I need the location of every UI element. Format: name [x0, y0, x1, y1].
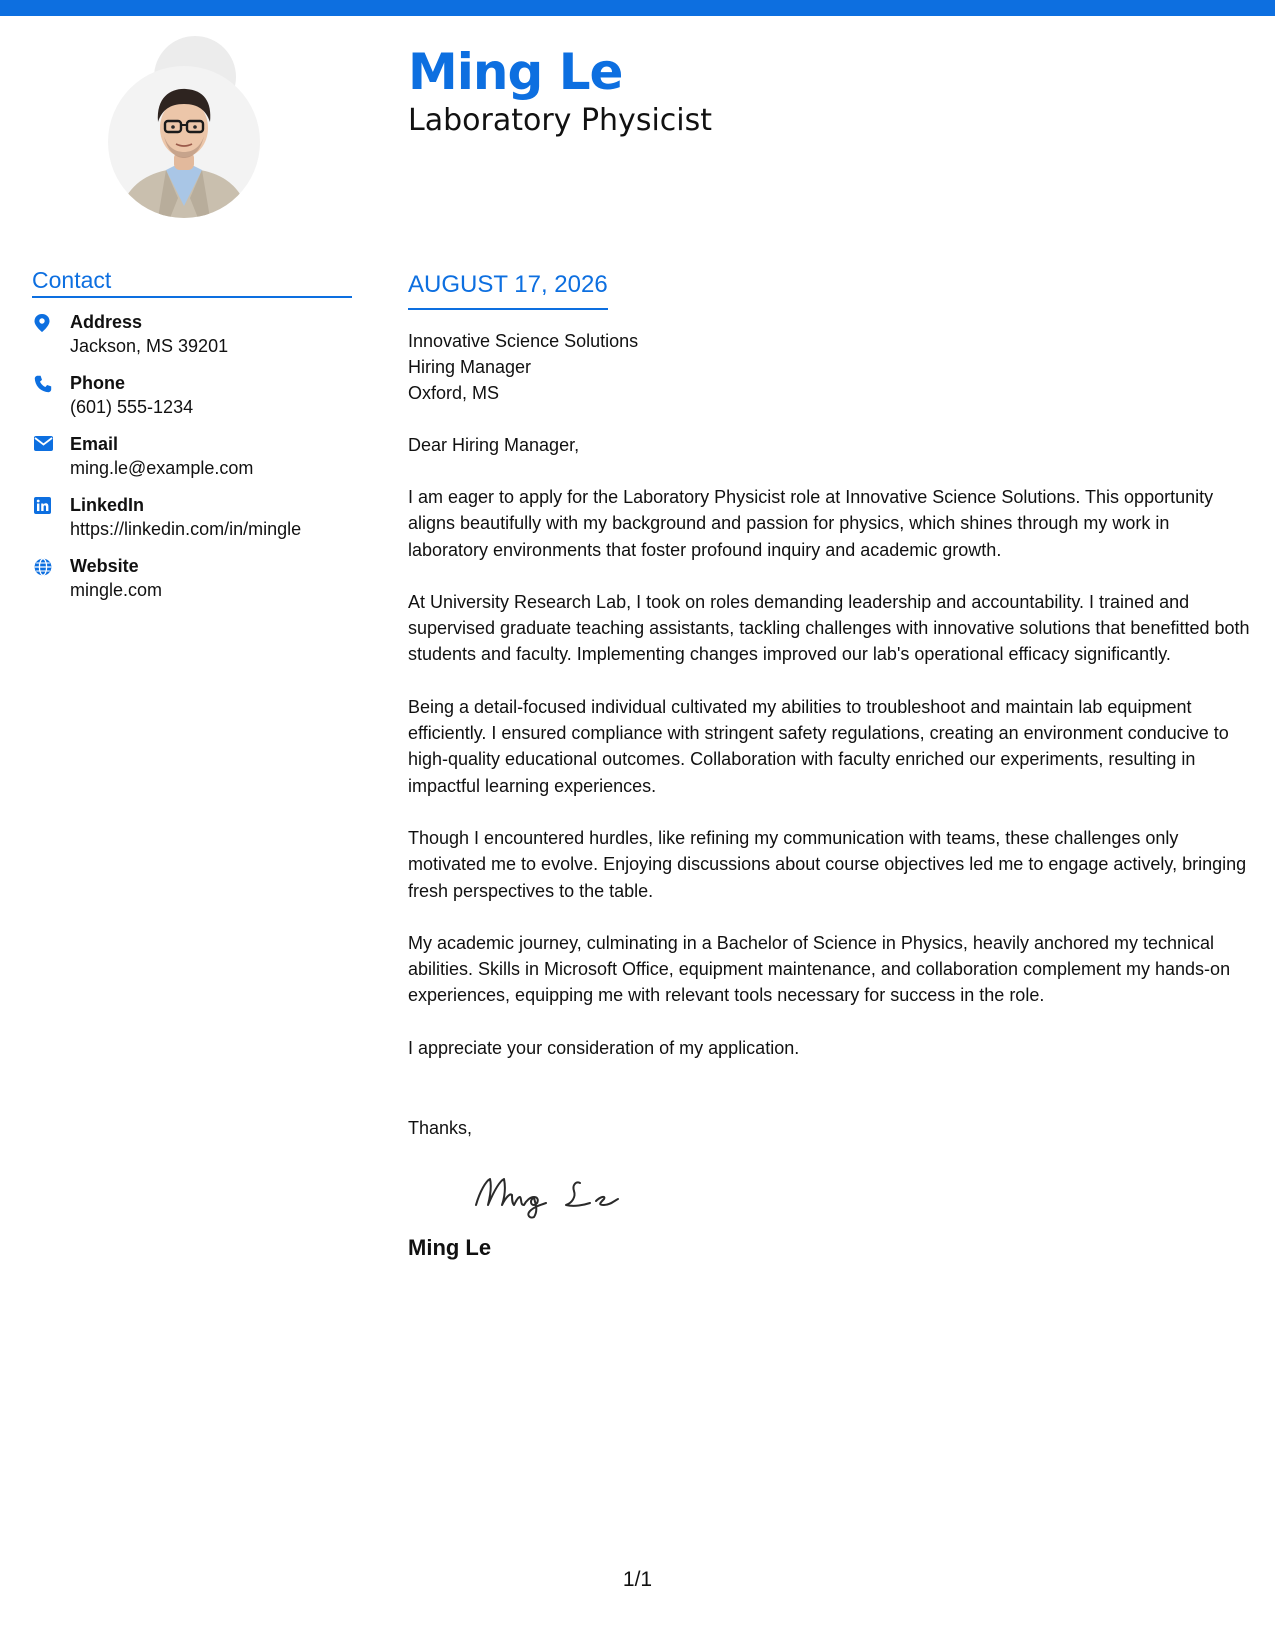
letter-paragraph: My academic journey, culminating in a Bachelor of Science in Physics, heavily anchored my technical abilities. Skills in Microsoft Office, equipment maintenance, and collaboration complement my hands-on experiences, equipping me with relevant tools necessary for success in the role.: [408, 932, 1231, 1006]
email-icon: [32, 432, 70, 456]
contact-sidebar: [32, 266, 352, 615]
contact-label: Email: [70, 434, 119, 454]
linkedin-value[interactable]: https://linkedin.com/in/mingle: [70, 519, 302, 539]
contact-list: [32, 310, 352, 602]
letter-paragraph: Though I encountered hurdles, like refining my communication with teams, these challenges only motivated me to evolve. Enjoying discussions about course objectives led me to engage actively, bringing fresh perspectives to the table.: [408, 827, 1247, 901]
contact-item-phone: [32, 371, 352, 419]
handwritten-signature: [468, 1161, 668, 1221]
contact-item-email: [32, 432, 352, 480]
candidate-name: Ming Le: [408, 43, 623, 101]
letter-paragraph: Being a detail-focused individual cultivated my abilities to troubleshoot and maintain lab equipment efficiently. I ensured compliance with stringent safety regulations, creating an environment conducive to high-quality educational outcomes. Collaboration with faculty enriched our experiments, resulting in impactful learning experiences.: [408, 696, 1229, 796]
letter-paragraph: I appreciate your consideration of my application.: [408, 1037, 800, 1058]
website-value[interactable]: mingle.com: [70, 580, 163, 600]
recipient-company: Innovative Science Solutions: [408, 331, 639, 351]
location-pin-icon: [32, 310, 70, 337]
recipient-role: Hiring Manager: [408, 357, 532, 377]
address-value: Jackson, MS 39201: [70, 336, 229, 356]
contact-label: Phone: [70, 373, 126, 393]
contact-label: LinkedIn: [70, 495, 145, 515]
top-accent-bar: [0, 0, 1275, 16]
closing: Thanks,: [408, 1118, 473, 1139]
contact-item-address: [32, 310, 352, 358]
globe-icon: [32, 554, 70, 581]
letter-paragraph: At University Research Lab, I took on roles demanding leadership and accountability. I trained and supervised graduate teaching assistants, tackling challenges with innovative solutions that benefitted both students and faculty. Implementing changes improved our lab's operational efficacy significantly.: [408, 591, 1250, 665]
contact-heading: Contact: [32, 266, 352, 298]
contact-label: Address: [70, 312, 143, 332]
profile-photo: [108, 36, 260, 208]
letter-body: [408, 268, 1254, 1262]
contact-item-website: [32, 554, 352, 602]
letter-date: AUGUST 17, 2026: [408, 268, 608, 310]
salutation: Dear Hiring Manager,: [408, 435, 580, 455]
letter-paragraph: I am eager to apply for the Laboratory Physicist role at Innovative Science Solutions. This opportunity aligns beautifully with my background and passion for physics, which shines through my work in laboratory environments that foster profound inquiry and academic growth.: [408, 487, 1214, 560]
contact-label: Website: [70, 556, 139, 576]
linkedin-icon: [32, 493, 70, 519]
signer-name: Ming Le: [408, 1235, 492, 1261]
recipient-block: [408, 328, 1254, 406]
job-title: Laboratory Physicist: [408, 103, 712, 138]
email-value[interactable]: ming.le@example.com: [70, 458, 254, 478]
avatar: [108, 66, 260, 218]
contact-item-linkedin: [32, 493, 352, 541]
recipient-location: Oxford, MS: [408, 383, 500, 403]
page-number: 1/1: [622, 1568, 653, 1591]
phone-icon: [32, 371, 70, 398]
phone-value[interactable]: (601) 555-1234: [70, 397, 194, 417]
header-name-block: [408, 44, 712, 140]
